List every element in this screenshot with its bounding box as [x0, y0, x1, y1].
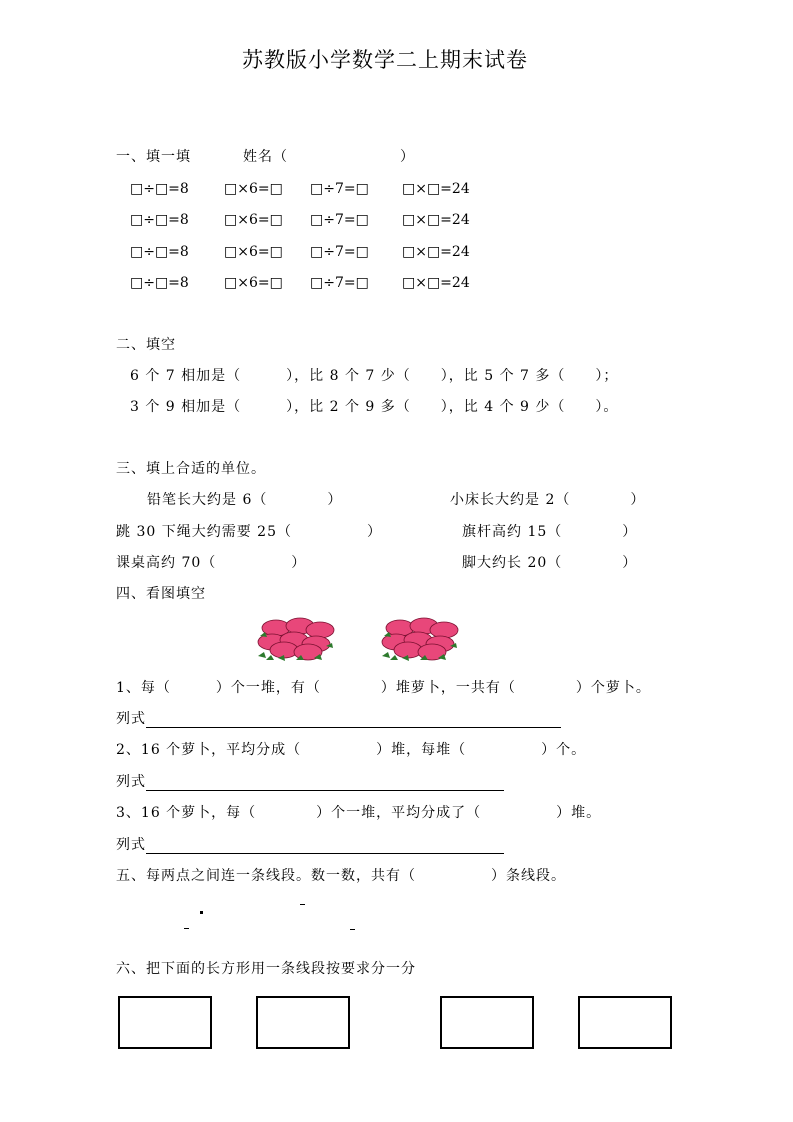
- equation: □÷□=8: [130, 181, 189, 197]
- equation: □÷□=8: [130, 275, 189, 291]
- question-3: 3、16 个萝卜，每（ ）个一堆，平均分成了（ ）堆。: [116, 805, 602, 821]
- question-2: 2、16 个萝卜，平均分成（ ）堆，每堆（ ）个。: [116, 742, 587, 758]
- answer-line[interactable]: [146, 790, 504, 791]
- formula-label: 列式: [116, 837, 146, 853]
- equation: □×□=24: [402, 244, 470, 260]
- unit-item: 课桌高约 70（ ）: [116, 555, 307, 571]
- point: [200, 911, 203, 914]
- rectangle-shape[interactable]: [440, 996, 534, 1049]
- formula-label: 列式: [116, 774, 146, 790]
- page-title: 苏教版小学数学二上期末试卷: [242, 48, 528, 72]
- unit-item: 小床长大约是 2（ ）: [450, 492, 646, 508]
- section1-heading: 一、填一填: [116, 149, 191, 165]
- question-1: 1、每（ ）个一堆，有（ ）堆萝卜，一共有（ ）个萝卜。: [116, 680, 651, 696]
- radish-pile-icon: [256, 616, 338, 662]
- equation: □×□=24: [402, 181, 470, 197]
- unit-item: 铅笔长大约是 6（ ）: [147, 492, 343, 508]
- equation: □÷7=□: [310, 244, 369, 260]
- rectangle-shape[interactable]: [256, 996, 350, 1049]
- equation: □÷7=□: [310, 212, 369, 228]
- equation: □÷□=8: [130, 244, 189, 260]
- radish-pile-icon: [380, 616, 462, 662]
- name-label: 姓名（: [243, 149, 288, 165]
- section2-heading: 二、填空: [116, 337, 176, 353]
- section5-heading: 五、每两点之间连一条线段。数一数，共有（ ）条线段。: [116, 868, 566, 884]
- unit-item: 跳 30 下绳大约需要 25（ ）: [116, 524, 382, 540]
- rectangle-shape[interactable]: [578, 996, 672, 1049]
- equation: □×6=□: [224, 181, 283, 197]
- equation: □×6=□: [224, 244, 283, 260]
- unit-item: 旗杆高约 15（ ）: [462, 524, 638, 540]
- equation: □÷7=□: [310, 181, 369, 197]
- equation: □×□=24: [402, 212, 470, 228]
- unit-item: 脚大约长 20（ ）: [462, 555, 638, 571]
- answer-line[interactable]: [146, 853, 504, 854]
- point: [350, 929, 355, 930]
- equation: □×6=□: [224, 275, 283, 291]
- equation: □×□=24: [402, 275, 470, 291]
- equation: □÷7=□: [310, 275, 369, 291]
- answer-line[interactable]: [146, 727, 561, 728]
- section4-heading: 四、看图填空: [116, 586, 206, 602]
- rectangle-shape[interactable]: [118, 996, 212, 1049]
- section3-heading: 三、填上合适的单位。: [116, 461, 266, 477]
- equation: □×6=□: [224, 212, 283, 228]
- point: [184, 928, 189, 929]
- equation: □÷□=8: [130, 212, 189, 228]
- name-close: ）: [400, 149, 415, 165]
- fill-line: 6 个 7 相加是（ ），比 8 个 7 少（ ），比 5 个 7 多（ ）；: [130, 368, 619, 384]
- formula-label: 列式: [116, 711, 146, 727]
- fill-line: 3 个 9 相加是（ ），比 2 个 9 多（ ），比 4 个 9 少（ ）。: [130, 399, 619, 415]
- section6-heading: 六、把下面的长方形用一条线段按要求分一分: [116, 961, 416, 977]
- point: [300, 904, 305, 905]
